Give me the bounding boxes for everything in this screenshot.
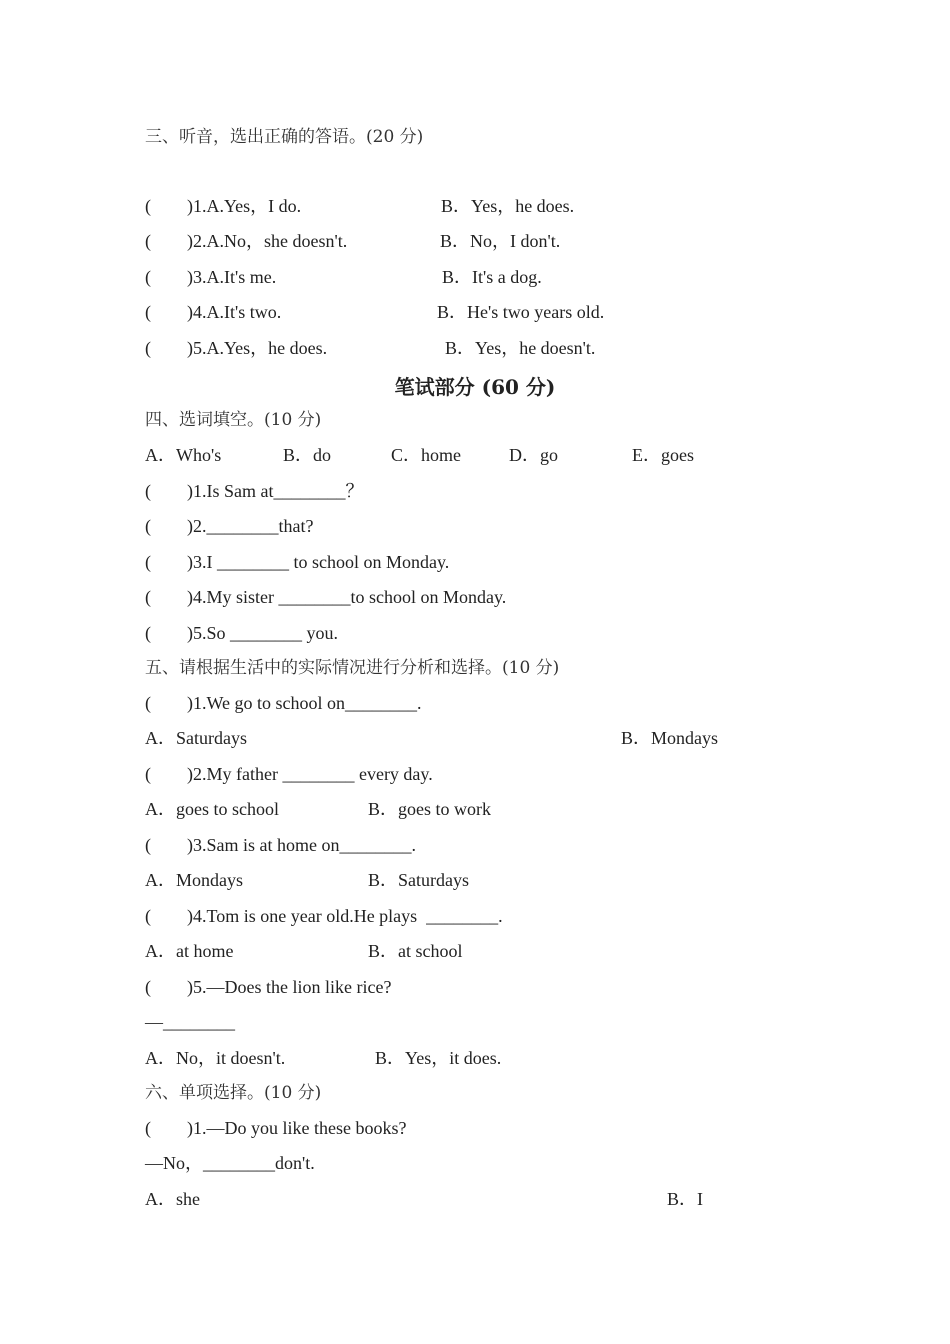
s3-q4-a: ( )4.A.It's two. — [145, 302, 282, 322]
s4-q4: ( )4.My sister ________to school on Monday. — [145, 587, 507, 607]
s5-q3-option-b: B．Saturdays — [368, 870, 469, 890]
section-3-heading: 三、听音，选出正确的答语。(20 分) — [145, 127, 424, 147]
s4-option-d: D．go — [509, 445, 558, 465]
s3-q1-a: ( )1.A.Yes，I do. — [145, 196, 302, 216]
s3-q2-a: ( )2.A.No，she doesn't. — [145, 231, 348, 251]
written-part-title: 笔试部分 (60 分) — [394, 375, 556, 399]
s5-q1-option-a: A．Saturdays — [145, 728, 247, 748]
s5-q4-option-b: B．at school — [368, 941, 463, 961]
s3-q5-a: ( )5.A.Yes，he does. — [145, 338, 328, 358]
s5-q5-option-a: A．No，it doesn't. — [145, 1048, 286, 1068]
s6-q1-answer-line: —No，________don't. — [145, 1153, 315, 1173]
s5-q3: ( )3.Sam is at home on________. — [145, 835, 416, 855]
section-6-heading: 六、单项选择。(10 分) — [145, 1083, 322, 1103]
s5-q2: ( )2.My father ________ every day. — [145, 764, 433, 784]
s4-q3: ( )3.I ________ to school on Monday. — [145, 552, 450, 572]
s4-q1: ( )1.Is Sam at________？ — [145, 481, 364, 501]
s4-q5: ( )5.So ________ you. — [145, 623, 338, 643]
s5-q3-option-a: A．Mondays — [145, 870, 243, 890]
s5-q5-answer-line: —________ — [145, 1012, 235, 1032]
s6-q1-option-b: B．I — [667, 1189, 703, 1209]
s3-q3-b: B．It's a dog. — [442, 267, 542, 287]
s3-q4-b: B．He's two years old. — [437, 302, 605, 322]
s4-option-c: C．home — [391, 445, 461, 465]
s4-option-e: E．goes — [632, 445, 694, 465]
s6-q1: ( )1.—Do you like these books? — [145, 1118, 407, 1138]
section-5-heading: 五、请根据生活中的实际情况进行分析和选择。(10 分) — [145, 658, 560, 678]
s5-q2-option-b: B．goes to work — [368, 799, 491, 819]
s5-q5: ( )5.—Does the lion like rice? — [145, 977, 392, 997]
s3-q5-b: B．Yes，he doesn't. — [445, 338, 596, 358]
section-4-heading: 四、选词填空。(10 分) — [145, 410, 322, 430]
s4-q2: ( )2.________that? — [145, 516, 314, 536]
s4-option-b: B．do — [283, 445, 332, 465]
s5-q1-option-b: B．Mondays — [621, 728, 719, 748]
s5-q5-option-b: B．Yes，it does. — [375, 1048, 502, 1068]
s5-q4-option-a: A．at home — [145, 941, 234, 961]
s5-q2-option-a: A．goes to school — [145, 799, 279, 819]
s4-option-a: A．Who's — [145, 445, 222, 465]
s3-q1-b: B．Yes，he does. — [441, 196, 575, 216]
s3-q3-a: ( )3.A.It's me. — [145, 267, 277, 287]
s5-q4: ( )4.Tom is one year old.He plays ________. — [145, 906, 503, 926]
s5-q1: ( )1.We go to school on________. — [145, 693, 422, 713]
s6-q1-option-a: A．she — [145, 1189, 200, 1209]
s3-q2-b: B．No，I don't. — [440, 231, 561, 251]
